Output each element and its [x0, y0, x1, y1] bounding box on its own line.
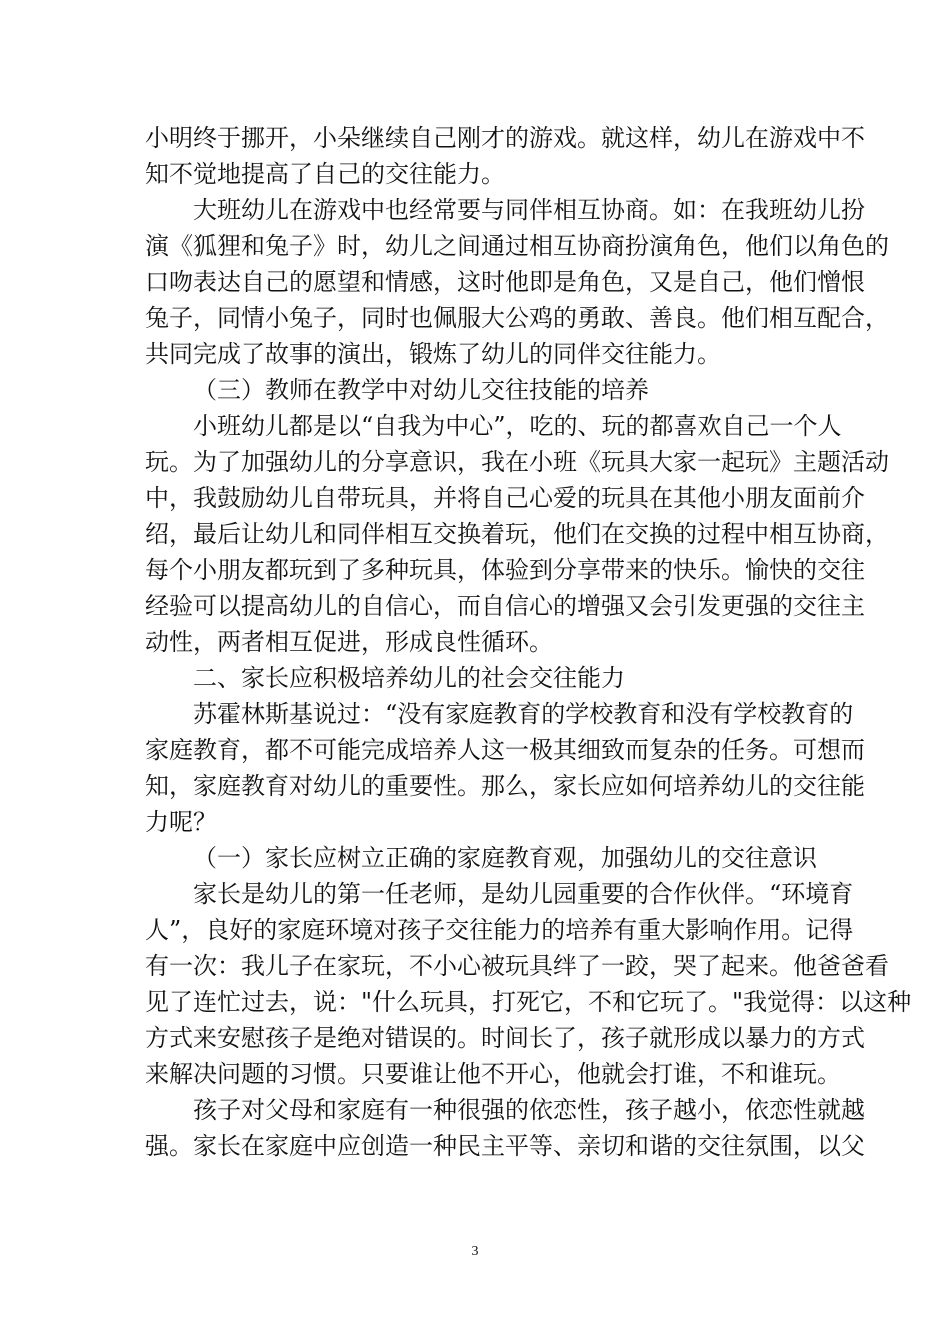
paragraph-line: 方式来安慰孩子是绝对错误的。时间长了，孩子就形成以暴力的方式 — [145, 1024, 865, 1052]
paragraph-line: 演《狐狸和兔子》时，幼儿之间通过相互协商扮演角色，他们以角色的 — [145, 232, 889, 260]
paragraph-line: 绍，最后让幼儿和同伴相互交换着玩，他们在交换的过程中相互协商， — [145, 520, 889, 548]
section-heading: 二、家长应积极培养幼儿的社会交往能力 — [193, 664, 625, 692]
paragraph-line: 有一次：我儿子在家玩，不小心被玩具绊了一跤，哭了起来。他爸爸看 — [145, 952, 889, 980]
paragraph-line: 每个小朋友都玩到了多种玩具，体验到分享带来的快乐。愉快的交往 — [145, 556, 865, 584]
paragraph-line: 小班幼儿都是以“自我为中心”，吃的、玩的都喜欢自己一个人 — [193, 412, 842, 440]
paragraph-line: 中，我鼓励幼儿自带玩具，并将自己心爱的玩具在其他小朋友面前介 — [145, 484, 865, 512]
paragraph-line: 来解决问题的习惯。只要谁让他不开心，他就会打谁，不和谁玩。 — [145, 1060, 841, 1088]
page-number: 3 — [471, 1244, 479, 1259]
paragraph-line: 孩子对父母和家庭有一种很强的依恋性，孩子越小，依恋性就越 — [193, 1096, 865, 1124]
paragraph-line: 大班幼儿在游戏中也经常要与同伴相互协商。如：在我班幼儿扮 — [193, 196, 865, 224]
paragraph-line: 强。家长在家庭中应创造一种民主平等、亲切和谐的交往氛围，以父 — [145, 1132, 865, 1160]
paragraph-line: 小明终于挪开，小朵继续自己刚才的游戏。就这样，幼儿在游戏中不 — [145, 124, 865, 152]
section-subheading: （一）家长应树立正确的家庭教育观，加强幼儿的交往意识 — [193, 844, 817, 872]
paragraph-line: 经验可以提高幼儿的自信心，而自信心的增强又会引发更强的交往主 — [145, 592, 865, 620]
paragraph-line: 玩。为了加强幼儿的分享意识，我在小班《玩具大家一起玩》主题活动 — [145, 448, 889, 476]
paragraph-line: 共同完成了故事的演出，锻炼了幼儿的同伴交往能力。 — [145, 340, 721, 368]
paragraph-line: 人”，良好的家庭环境对孩子交往能力的培养有重大影响作用。记得 — [145, 916, 854, 944]
paragraph-line: 力呢？ — [145, 808, 217, 836]
paragraph-line: 口吻表达自己的愿望和情感，这时他即是角色，又是自己，他们憎恨 — [145, 268, 865, 296]
paragraph-line: 见了连忙过去，说："什么玩具，打死它，不和它玩了。"我觉得：以这种 — [145, 988, 912, 1016]
section-subheading: （三）教师在教学中对幼儿交往技能的培养 — [193, 376, 649, 404]
paragraph-line: 动性，两者相互促进，形成良性循环。 — [145, 628, 553, 656]
paragraph-line: 苏霍林斯基说过：“没有家庭教育的学校教育和没有学校教育的 — [193, 700, 854, 728]
paragraph-line: 知，家庭教育对幼儿的重要性。那么，家长应如何培养幼儿的交往能 — [145, 772, 865, 800]
paragraph-line: 家长是幼儿的第一任老师，是幼儿园重要的合作伙伴。“环境育 — [193, 880, 854, 908]
paragraph-line: 知不觉地提高了自己的交往能力。 — [145, 160, 505, 188]
paragraph-line: 家庭教育，都不可能完成培养人这一极其细致而复杂的任务。可想而 — [145, 736, 865, 764]
paragraph-line: 兔子，同情小兔子，同时也佩服大公鸡的勇敢、善良。他们相互配合， — [145, 304, 889, 332]
